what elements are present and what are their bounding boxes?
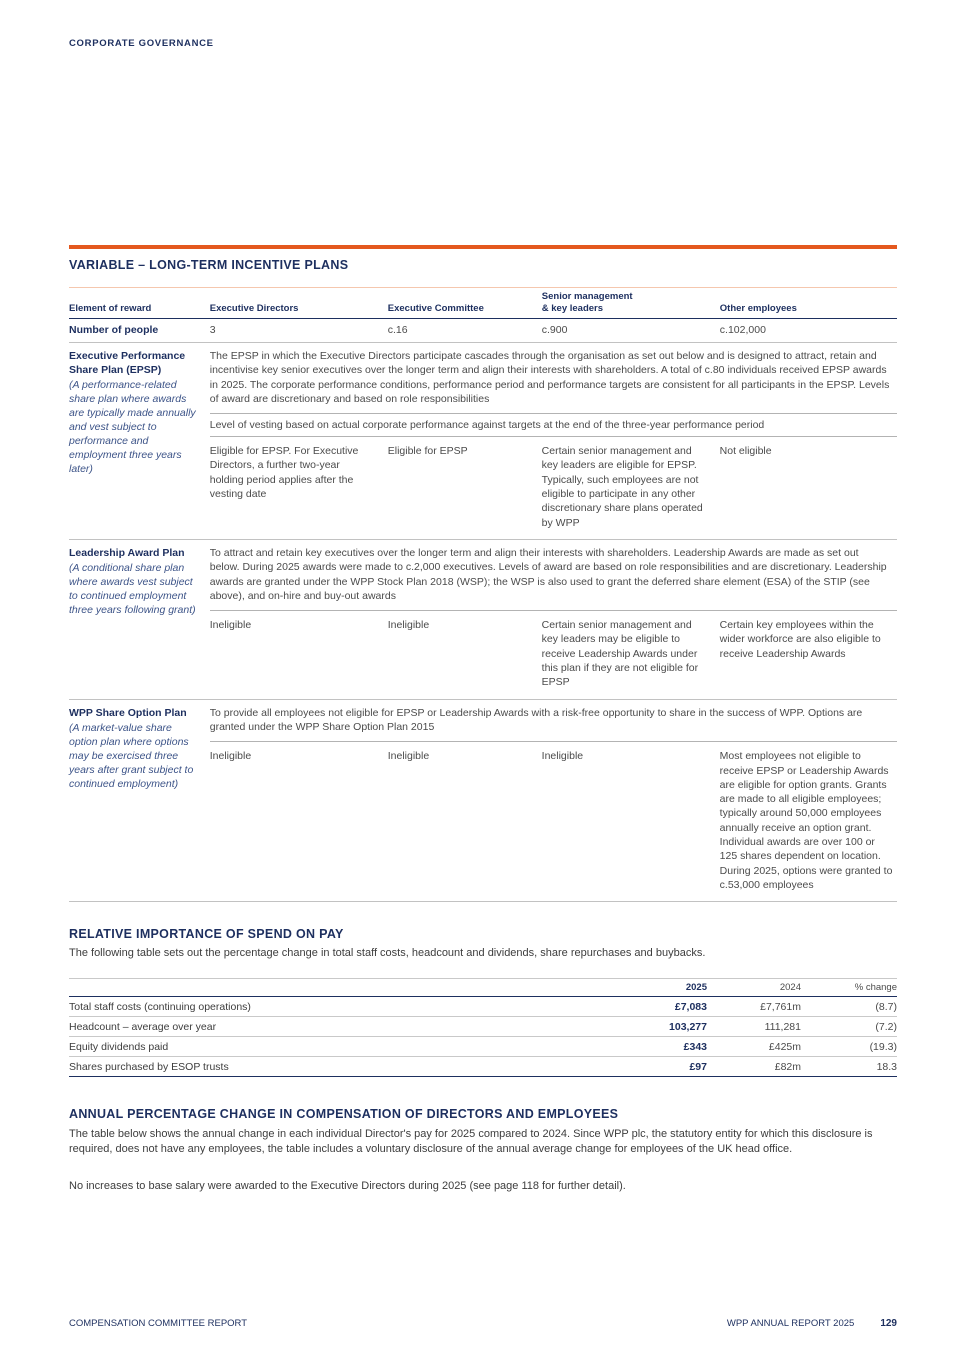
leadership-intro: To attract and retain key executives over the longer term and align their interests with shareholders. Leadership Awards are made as set out below. During 2025 awards were made to c.2,000 executives. Levels of award are based on role responsibilities and are discretionary. Leadership awards are granted under the WPP Stock Plan 2018 (WSP); the WSP is also used to grant the deferred share element (ESA) of the STIP (see above), and on-hire and buy-out awards bbox=[209, 546, 887, 602]
leadership-cell-executive-committee: Ineligible bbox=[387, 619, 430, 632]
plan-row-leadership bbox=[69, 540, 897, 700]
plan-row-epsp bbox=[69, 343, 897, 540]
epsp-cell-executive-directors: Eligible for EPSP. For Executive Directors, a further two-year holding period applies after the vesting date bbox=[209, 445, 359, 501]
table-row-esop-shares bbox=[69, 1057, 897, 1077]
annual-change-paragraph-1: The table below shows the annual change in each individual Director's pay for 2025 compared to 2024. Since WPP plc, the statutory entity for which this disclosure is required, does not have any employees, the table includes a voluntary disclosure of the annual average change for employees of the UK head office. bbox=[69, 1128, 873, 1156]
value-change: (7.2) bbox=[875, 1020, 897, 1033]
value-2025: 103,277 bbox=[669, 1020, 707, 1033]
page-number: 129 bbox=[880, 1318, 897, 1329]
spend-header-change: % change bbox=[854, 982, 897, 994]
share-option-eligibility-cells bbox=[210, 742, 897, 892]
leadership-cell-senior-management: Certain senior management and key leaders may be eligible to receive Leadership Awards under this plan if they are not eligible for EPSP bbox=[541, 619, 699, 689]
number-of-people-row bbox=[69, 319, 897, 343]
col-header-senior-management-line1: Senior management bbox=[541, 291, 633, 302]
number-executive-committee: c.16 bbox=[387, 324, 408, 336]
row-label: Equity dividends paid bbox=[69, 1040, 169, 1053]
value-change: (8.7) bbox=[875, 1000, 897, 1013]
share-option-right-area bbox=[210, 706, 897, 893]
table-row-headcount bbox=[69, 1017, 897, 1037]
value-2024: £7,761m bbox=[760, 1000, 801, 1013]
col-header-senior-management-line2: & key leaders bbox=[541, 302, 604, 314]
number-of-people-label: Number of people bbox=[69, 324, 159, 336]
col-header-senior-management bbox=[542, 291, 720, 314]
value-2024: £82m bbox=[774, 1060, 801, 1073]
number-senior-management: c.900 bbox=[541, 324, 568, 336]
epsp-cell-other-employees: Not eligible bbox=[719, 445, 772, 458]
lti-table-header bbox=[69, 287, 897, 319]
share-option-cell-other-employees: Most employees not eligible to receive EPSP or Leadership Awards are eligible for option grants. Grants are made to all eligible employees; typically around 50,000 employees annually receive an option grant. Individual awards are over 100 or 125 shares dependent on location. During 2025, options were granted to c.53,000 employees bbox=[719, 750, 893, 891]
leadership-eligibility-cells bbox=[210, 611, 897, 689]
epsp-left-column bbox=[69, 349, 210, 530]
spend-header-2024: 2024 bbox=[779, 982, 801, 994]
page-footer bbox=[69, 1318, 897, 1329]
spend-table bbox=[69, 978, 897, 1077]
value-2024: 111,281 bbox=[764, 1020, 801, 1033]
spend-header-2025: 2025 bbox=[685, 982, 707, 994]
row-label: Shares purchased by ESOP trusts bbox=[69, 1060, 229, 1073]
number-other-employees: c.102,000 bbox=[719, 324, 766, 336]
epsp-cell-executive-committee: Eligible for EPSP bbox=[387, 445, 468, 458]
value-2024: £425m bbox=[768, 1040, 801, 1053]
number-executive-directors: 3 bbox=[209, 324, 216, 336]
spend-header-spacer bbox=[69, 982, 615, 993]
annual-change-section-title: ANNUAL PERCENTAGE CHANGE IN COMPENSATION OF DIRECTORS AND EMPLOYEES bbox=[69, 1107, 619, 1122]
epsp-right-area bbox=[210, 349, 897, 530]
section-eyebrow: CORPORATE GOVERNANCE bbox=[69, 38, 214, 49]
footer-report-name: COMPENSATION COMMITTEE REPORT bbox=[69, 1318, 248, 1329]
epsp-vesting-note: Level of vesting based on actual corporate performance against targets at the end of the three-year performance period bbox=[209, 419, 765, 432]
share-option-plan-name: WPP Share Option Plan bbox=[69, 706, 187, 719]
value-2025: £7,083 bbox=[674, 1000, 707, 1013]
share-option-cell-executive-directors: Ineligible bbox=[209, 750, 252, 763]
spend-section-title: RELATIVE IMPORTANCE OF SPEND ON PAY bbox=[69, 927, 344, 942]
row-label: Total staff costs (continuing operations) bbox=[69, 1000, 251, 1013]
share-option-cell-executive-committee: Ineligible bbox=[387, 750, 430, 763]
col-header-other-employees: Other employees bbox=[719, 302, 797, 314]
footer-right-group bbox=[727, 1318, 897, 1329]
share-option-intro: To provide all employees not eligible for EPSP or Leadership Awards with a risk-free opportunity to share in the success of WPP. Options are granted under the WPP Share Option Plan 2015 bbox=[209, 706, 863, 733]
value-change: 18.3 bbox=[876, 1060, 897, 1073]
annual-change-paragraph-2: No increases to base salary were awarded to the Executive Directors during 2025 (see page 118 for further detail). bbox=[69, 1180, 626, 1193]
leadership-left-column bbox=[69, 546, 210, 690]
epsp-plan-name: Executive Performance Share Plan (EPSP) bbox=[69, 350, 186, 376]
share-option-plan-description: (A market-value share option plan where options may be exercised three years after grant subject to continued employment) bbox=[69, 721, 194, 790]
value-2025: £97 bbox=[689, 1060, 707, 1073]
value-2025: £343 bbox=[683, 1040, 707, 1053]
share-option-left-column bbox=[69, 706, 210, 893]
leadership-plan-name: Leadership Award Plan bbox=[69, 546, 185, 559]
footer-annual-report-label: WPP ANNUAL REPORT 2025 bbox=[726, 1318, 855, 1329]
col-header-executive-directors: Executive Directors bbox=[209, 302, 299, 314]
value-change: (19.3) bbox=[869, 1040, 897, 1053]
epsp-intro: The EPSP in which the Executive Directors participate cascades through the organisation as set out below and is designed to attract, retain and incentivise key senior executives over the longer term and align their interests with shareholders. A total of c.80 individuals received EPSP awards in 2025. The corporate performance conditions, performance period and performance targets are consistent for all participants in the EPSP. Levels of award are discretionary and based on role responsibilities bbox=[209, 350, 890, 405]
table-row-dividends bbox=[69, 1037, 897, 1057]
epsp-cell-senior-management: Certain senior management and key leaders are eligible for EPSP. Typically, such employees are not eligible to participate in any other discretionary share plans operated by WPP bbox=[541, 445, 703, 529]
accent-bar bbox=[69, 245, 897, 249]
col-header-element-of-reward: Element of reward bbox=[69, 302, 152, 314]
leadership-cell-other-employees: Certain key employees within the wider workforce are also eligible to receive Leadership Awards bbox=[719, 619, 881, 660]
plan-row-share-option bbox=[69, 700, 897, 903]
leadership-right-area bbox=[210, 546, 897, 690]
col-header-executive-committee: Executive Committee bbox=[387, 302, 484, 314]
row-label: Headcount – average over year bbox=[69, 1020, 217, 1033]
spend-section-intro: The following table sets out the percentage change in total staff costs, headcount and dividends, share repurchases and buybacks. bbox=[69, 947, 706, 960]
epsp-plan-description: (A performance-related share plan where awards are typically made annually and vest subject to performance and employment three years later) bbox=[69, 379, 196, 475]
leadership-cell-executive-directors: Ineligible bbox=[209, 619, 252, 632]
lti-section-title: VARIABLE – LONG-TERM INCENTIVE PLANS bbox=[69, 258, 349, 272]
page-content bbox=[69, 0, 897, 1194]
lti-table bbox=[69, 287, 897, 902]
share-option-cell-senior-management: Ineligible bbox=[541, 750, 584, 763]
spend-table-header bbox=[69, 978, 897, 997]
table-row-staff-costs bbox=[69, 997, 897, 1017]
leadership-plan-description: (A conditional share plan where awards vest subject to continued employment three years following grant) bbox=[69, 561, 196, 616]
epsp-eligibility-cells bbox=[210, 437, 897, 530]
